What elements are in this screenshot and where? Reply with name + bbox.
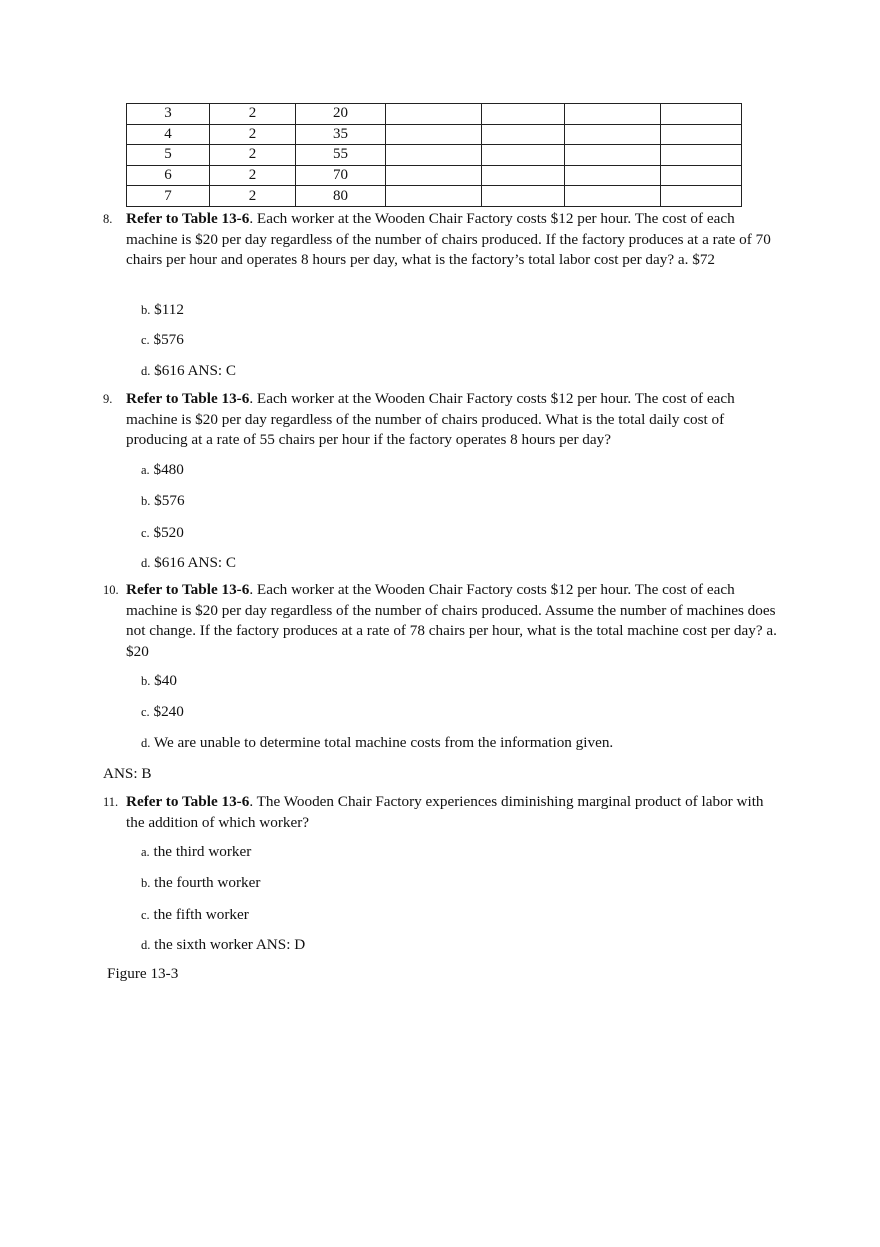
table-cell: 2 bbox=[210, 124, 296, 145]
option-9c: c. $520 bbox=[141, 524, 184, 541]
table-row bbox=[127, 104, 742, 125]
option-9b: b. $576 bbox=[141, 492, 185, 509]
option-9d: d. $616 ANS: C bbox=[141, 554, 237, 571]
figure-label: Figure 13-3 bbox=[107, 965, 179, 982]
table-cell bbox=[386, 104, 482, 125]
table-cell: 3 bbox=[127, 104, 210, 125]
table-cell bbox=[482, 124, 565, 145]
table-cell: 80 bbox=[296, 186, 386, 207]
table-reference: Refer to Table 13-6 bbox=[126, 210, 250, 227]
table-row bbox=[127, 124, 742, 145]
option-10d: d. We are unable to determine total machine costs from the information given. bbox=[141, 734, 614, 751]
table-cell: 7 bbox=[127, 186, 210, 207]
question-8 bbox=[103, 209, 783, 271]
table-reference: Refer to Table 13-6 bbox=[126, 581, 250, 598]
table-cell: 20 bbox=[296, 104, 386, 125]
table-cell: 2 bbox=[210, 186, 296, 207]
table-cell bbox=[661, 145, 742, 166]
question-number: 9. bbox=[103, 392, 113, 406]
table-cell bbox=[565, 186, 661, 207]
question-text: . Each worker at the Wooden Chair Factory costs $12 per hour. The cost of each machine is $20 per day regardless of the number of chairs produced. Assume the number of machines does not change. If the factory produces at a rate of 78 chairs per hour, what is the total machine cost per day? a. $20 bbox=[126, 581, 777, 660]
option-8d: d. $616 ANS: C bbox=[141, 362, 237, 379]
table-cell bbox=[661, 186, 742, 207]
table-row bbox=[127, 165, 742, 186]
table-row bbox=[127, 145, 742, 166]
table-cell: 70 bbox=[296, 165, 386, 186]
option-11a: a. the third worker bbox=[141, 843, 252, 860]
option-10b: b. $40 bbox=[141, 672, 177, 689]
question-stem bbox=[126, 792, 783, 833]
table-cell: 35 bbox=[296, 124, 386, 145]
option-11b: b. the fourth worker bbox=[141, 874, 261, 891]
table-cell bbox=[482, 145, 565, 166]
table-cell bbox=[661, 104, 742, 125]
table-cell bbox=[386, 186, 482, 207]
question-text: . Each worker at the Wooden Chair Factory costs $12 per hour. The cost of each machine is $20 per day regardless of the number of chairs produced. What is the total daily cost of producing at a rate of 55 chairs per hour if the factory operates 8 hours per day? bbox=[126, 390, 735, 449]
option-11c: c. the fifth worker bbox=[141, 906, 249, 923]
question-stem bbox=[126, 580, 783, 662]
question-text: . The Wooden Chair Factory experiences diminishing marginal product of labor with the addition of which worker? bbox=[126, 793, 764, 831]
table-cell bbox=[565, 145, 661, 166]
table-cell bbox=[386, 165, 482, 186]
question-10 bbox=[103, 580, 783, 662]
table-cell: 6 bbox=[127, 165, 210, 186]
table-reference: Refer to Table 13-6 bbox=[126, 390, 250, 407]
option-8b: b. $112 bbox=[141, 301, 184, 318]
question-number: 8. bbox=[103, 212, 113, 226]
table-cell bbox=[482, 104, 565, 125]
table-cell bbox=[482, 186, 565, 207]
option-8c: c. $576 bbox=[141, 331, 184, 348]
question-number: 10. bbox=[103, 583, 119, 597]
table-row bbox=[127, 186, 742, 207]
option-9a: a. $480 bbox=[141, 461, 184, 478]
table-cell bbox=[482, 165, 565, 186]
option-10c: c. $240 bbox=[141, 703, 184, 720]
question-9 bbox=[103, 389, 783, 451]
table-cell bbox=[661, 165, 742, 186]
table-cell bbox=[386, 145, 482, 166]
answer-10: ANS: B bbox=[103, 765, 152, 782]
table-cell bbox=[565, 165, 661, 186]
question-stem bbox=[126, 209, 783, 271]
question-number: 11. bbox=[103, 795, 119, 809]
table-cell bbox=[661, 124, 742, 145]
table-reference: Refer to Table 13-6 bbox=[126, 793, 250, 810]
table-cell bbox=[565, 104, 661, 125]
table-cell: 2 bbox=[210, 145, 296, 166]
option-11d: d. the sixth worker ANS: D bbox=[141, 936, 306, 953]
table-cell: 2 bbox=[210, 104, 296, 125]
table-cell: 4 bbox=[127, 124, 210, 145]
question-11 bbox=[103, 792, 783, 833]
table-cell: 55 bbox=[296, 145, 386, 166]
table-cell bbox=[565, 124, 661, 145]
table-cell bbox=[386, 124, 482, 145]
data-table bbox=[126, 103, 742, 207]
question-text: . Each worker at the Wooden Chair Factory costs $12 per hour. The cost of each machine is $20 per day regardless of the number of chairs produced. If the factory produces at a rate of 70 chairs per hour and operates 8 hours per day, what is the factory’s total labor cost per day? a. $72 bbox=[126, 210, 771, 269]
table-cell: 5 bbox=[127, 145, 210, 166]
question-stem bbox=[126, 389, 783, 451]
table-body bbox=[127, 104, 742, 207]
table-cell: 2 bbox=[210, 165, 296, 186]
